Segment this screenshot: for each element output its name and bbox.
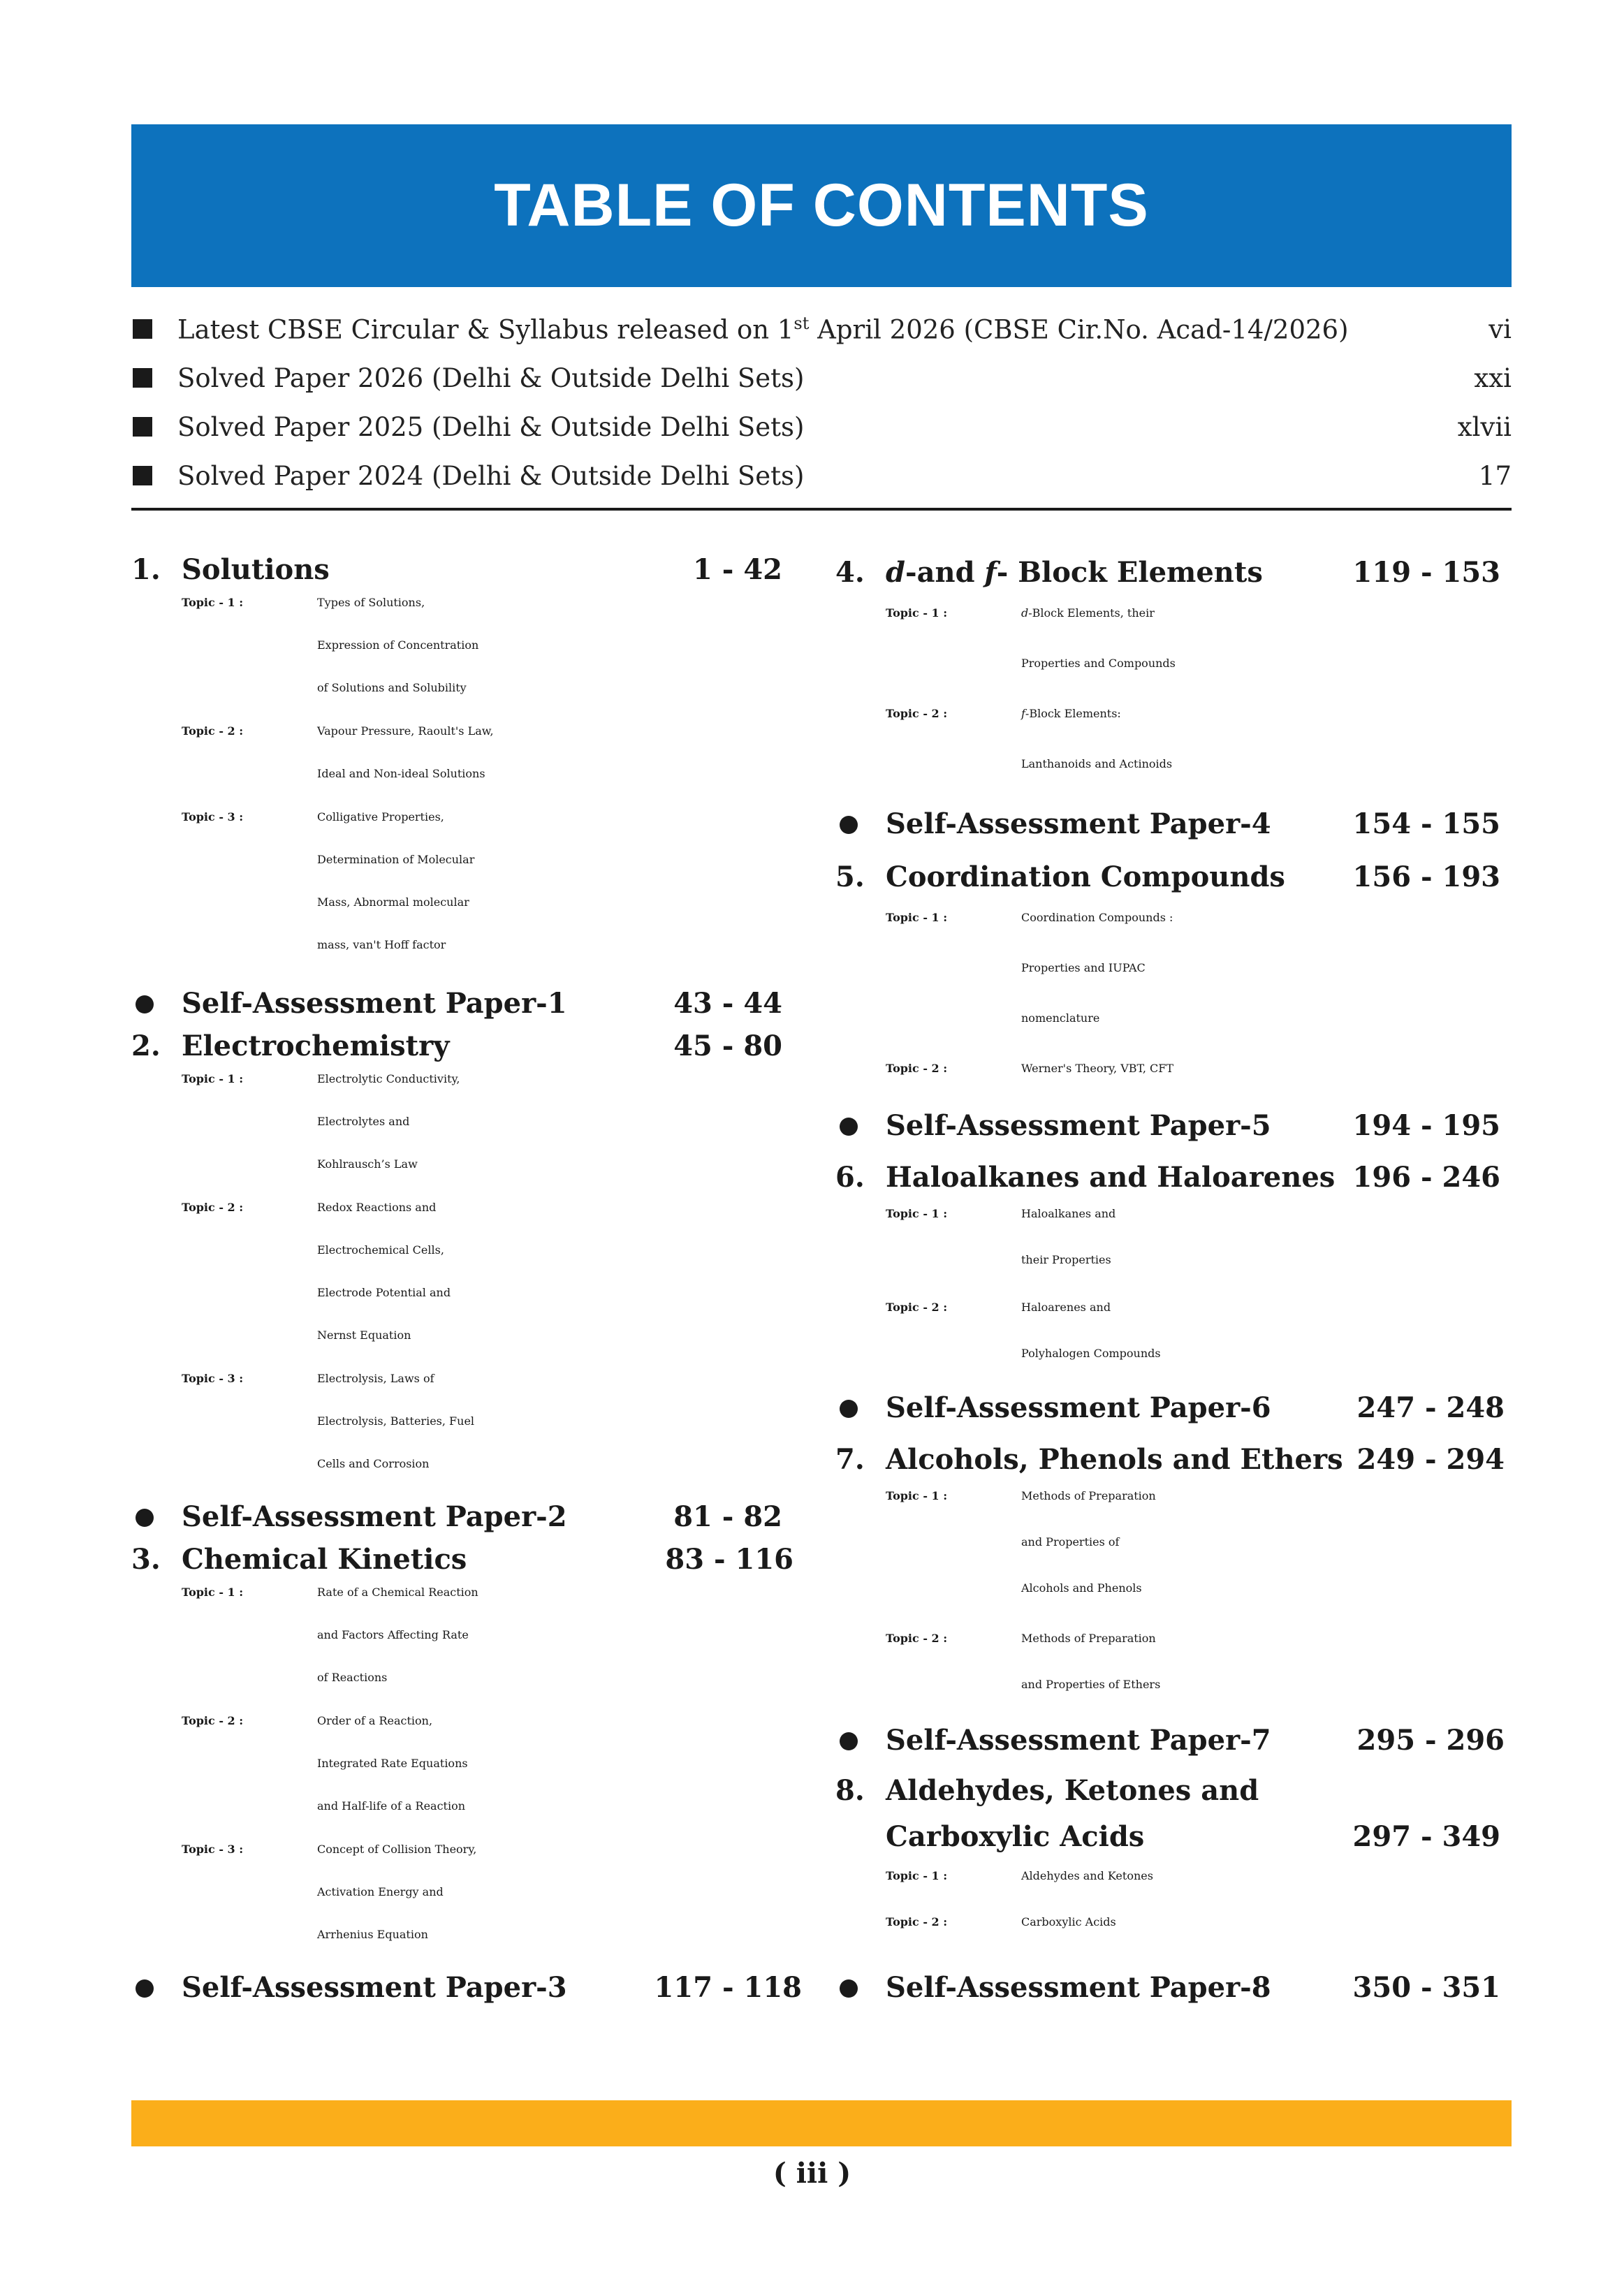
topic-text: Aldehydes and Ketones bbox=[1021, 1869, 1153, 1882]
topic-text: Determination of Molecular bbox=[317, 853, 475, 866]
chapter-pages: 156 - 193 bbox=[1352, 861, 1500, 893]
page-title: TABLE OF CONTENTS bbox=[494, 172, 1149, 239]
square-bullet-icon bbox=[133, 319, 152, 339]
topic-label: Topic - 2 : bbox=[182, 724, 244, 738]
chapter-pages: 249 - 294 bbox=[1356, 1443, 1505, 1476]
chapter-title: Aldehydes, Ketones and bbox=[886, 1774, 1259, 1807]
topic-label: Topic - 2 : bbox=[886, 707, 948, 720]
prelim-title: Solved Paper 2024 (Delhi & Outside Delhi Sets) bbox=[177, 460, 805, 491]
topic-label: Topic - 1 : bbox=[182, 596, 244, 609]
prelim-item[interactable] bbox=[131, 451, 1512, 500]
topic-text: of Reactions bbox=[317, 1671, 388, 1684]
topic-label: Topic - 2 : bbox=[886, 1915, 948, 1928]
self-assessment-pages: 247 - 248 bbox=[1356, 1391, 1505, 1424]
page-number: ( iii ) bbox=[773, 2157, 851, 2190]
chapter-pages: 45 - 80 bbox=[673, 1030, 782, 1062]
round-bullet-icon bbox=[136, 1979, 154, 1998]
topic-text: Activation Energy and bbox=[317, 1885, 444, 1898]
self-assessment-title: Self-Assessment Paper-6 bbox=[886, 1391, 1271, 1424]
prelim-item[interactable] bbox=[131, 402, 1512, 451]
topic-text: Arrhenius Equation bbox=[317, 1928, 428, 1941]
square-bullet-icon bbox=[133, 368, 152, 388]
topic-text: Redox Reactions and bbox=[317, 1201, 437, 1214]
topic-label: Topic - 3 : bbox=[182, 810, 244, 823]
prelim-page: vi bbox=[1488, 314, 1512, 344]
topic-text: and Properties of bbox=[1021, 1535, 1120, 1549]
chapter-pages: 196 - 246 bbox=[1352, 1161, 1500, 1194]
topic-label: Topic - 2 : bbox=[886, 1062, 948, 1075]
self-assessment-pages: 154 - 155 bbox=[1352, 807, 1500, 840]
topic-text: Methods of Preparation bbox=[1021, 1632, 1156, 1645]
chapter-number: 6. bbox=[835, 1161, 865, 1194]
topic-text: Ideal and Non-ideal Solutions bbox=[317, 767, 485, 780]
prelim-title: Latest CBSE Circular & Syllabus released on 1st April 2026 (CBSE Cir.No. Acad-14/2026) bbox=[177, 313, 1349, 345]
topic-label: Topic - 1 : bbox=[886, 1207, 948, 1220]
round-bullet-icon bbox=[840, 1732, 858, 1750]
topic-text: Haloarenes and bbox=[1021, 1301, 1111, 1314]
chapter-number: 1. bbox=[131, 553, 161, 586]
topic-text: and Properties of Ethers bbox=[1021, 1678, 1161, 1691]
chapter-number: 7. bbox=[835, 1443, 865, 1476]
chapter-number: 5. bbox=[835, 861, 865, 893]
self-assessment-title: Self-Assessment Paper-4 bbox=[886, 807, 1271, 840]
section-divider bbox=[131, 508, 1512, 511]
topic-text: Kohlrausch’s Law bbox=[317, 1157, 418, 1171]
round-bullet-icon bbox=[840, 816, 858, 834]
topic-label: Topic - 2 : bbox=[182, 1714, 244, 1727]
chapter-title: Solutions bbox=[182, 553, 330, 586]
topic-text: Polyhalogen Compounds bbox=[1021, 1347, 1161, 1360]
self-assessment-pages: 81 - 82 bbox=[673, 1500, 782, 1533]
topic-label: Topic - 1 : bbox=[182, 1072, 244, 1085]
topic-label: Topic - 2 : bbox=[886, 1632, 948, 1645]
self-assessment-pages: 295 - 296 bbox=[1356, 1724, 1505, 1757]
topic-text: Electrolytes and bbox=[317, 1115, 410, 1128]
topic-text: Nernst Equation bbox=[317, 1328, 411, 1342]
topic-text: Alcohols and Phenols bbox=[1021, 1581, 1142, 1595]
topic-text: Cells and Corrosion bbox=[317, 1457, 430, 1470]
topic-text: Vapour Pressure, Raoult's Law, bbox=[317, 724, 494, 738]
self-assessment-pages: 194 - 195 bbox=[1352, 1109, 1500, 1142]
topic-text: Properties and IUPAC bbox=[1021, 961, 1146, 974]
self-assessment-title: Self-Assessment Paper-1 bbox=[182, 987, 567, 1020]
topic-label: Topic - 2 : bbox=[886, 1301, 948, 1314]
topic-label: Topic - 1 : bbox=[182, 1586, 244, 1599]
topic-text: Electrochemical Cells, bbox=[317, 1243, 444, 1257]
self-assessment-title: Self-Assessment Paper-5 bbox=[886, 1109, 1271, 1142]
self-assessment-pages: 350 - 351 bbox=[1352, 1971, 1500, 2004]
round-bullet-icon bbox=[840, 1979, 858, 1998]
topic-text: Order of a Reaction, bbox=[317, 1714, 433, 1727]
topic-text: d-Block Elements, their bbox=[1021, 606, 1155, 620]
chapter-title: Chemical Kinetics bbox=[182, 1543, 467, 1576]
topic-label: Topic - 3 : bbox=[182, 1843, 244, 1856]
topic-text: Electrode Potential and bbox=[317, 1286, 451, 1299]
topic-text: Properties and Compounds bbox=[1021, 657, 1176, 670]
topic-text: Lanthanoids and Actinoids bbox=[1021, 757, 1173, 770]
topic-text: Concept of Collision Theory, bbox=[317, 1843, 477, 1856]
topic-text: and Factors Affecting Rate bbox=[317, 1628, 469, 1641]
round-bullet-icon bbox=[136, 995, 154, 1013]
prelim-list bbox=[131, 305, 1512, 500]
topic-text: Carboxylic Acids bbox=[1021, 1915, 1116, 1928]
round-bullet-icon bbox=[840, 1118, 858, 1136]
self-assessment-pages: 43 - 44 bbox=[673, 987, 782, 1020]
topic-label: Topic - 3 : bbox=[182, 1372, 244, 1385]
topic-text: Electrolytic Conductivity, bbox=[317, 1072, 460, 1085]
chapter-number: 8. bbox=[835, 1774, 865, 1807]
chapter-title: d-and f- Block Elements bbox=[886, 556, 1263, 589]
topic-text: Werner's Theory, VBT, CFT bbox=[1021, 1062, 1174, 1075]
chapter-number: 4. bbox=[835, 556, 865, 589]
chapter-pages: 119 - 153 bbox=[1352, 556, 1500, 589]
topic-text: Electrolysis, Laws of bbox=[317, 1372, 434, 1385]
self-assessment-title: Self-Assessment Paper-8 bbox=[886, 1971, 1271, 2004]
topic-text: nomenclature bbox=[1021, 1011, 1100, 1025]
prelim-title: Solved Paper 2026 (Delhi & Outside Delhi Sets) bbox=[177, 363, 805, 393]
topic-text: and Half-life of a Reaction bbox=[317, 1799, 466, 1813]
chapter-number: 3. bbox=[131, 1543, 161, 1576]
topic-text: Rate of a Chemical Reaction bbox=[317, 1586, 478, 1599]
round-bullet-icon bbox=[840, 1400, 858, 1418]
topic-label: Topic - 2 : bbox=[182, 1201, 244, 1214]
round-bullet-icon bbox=[136, 1509, 154, 1527]
topic-text: Types of Solutions, bbox=[317, 596, 425, 609]
square-bullet-icon bbox=[133, 466, 152, 485]
topic-label: Topic - 1 : bbox=[886, 606, 948, 620]
topic-label: Topic - 1 : bbox=[886, 911, 948, 924]
prelim-item[interactable] bbox=[131, 353, 1512, 402]
header-banner bbox=[131, 124, 1512, 287]
square-bullet-icon bbox=[133, 417, 152, 437]
chapter-title: Haloalkanes and Haloarenes bbox=[886, 1161, 1336, 1194]
topic-text: Mass, Abnormal molecular bbox=[317, 895, 469, 909]
chapter-pages: 297 - 349 bbox=[1352, 1820, 1500, 1853]
topic-text: Expression of Concentration bbox=[317, 638, 479, 652]
topic-text: mass, van't Hoff factor bbox=[317, 938, 446, 951]
topic-text: Integrated Rate Equations bbox=[317, 1757, 468, 1770]
topic-text: Coordination Compounds : bbox=[1021, 911, 1173, 924]
chapter-title: Alcohols, Phenols and Ethers bbox=[886, 1443, 1343, 1476]
prelim-item[interactable] bbox=[131, 305, 1512, 353]
footer-banner bbox=[131, 2100, 1512, 2146]
topic-label: Topic - 1 : bbox=[886, 1489, 948, 1502]
topic-label: Topic - 1 : bbox=[886, 1869, 948, 1882]
topic-text: of Solutions and Solubility bbox=[317, 681, 467, 694]
self-assessment-title: Self-Assessment Paper-7 bbox=[886, 1724, 1271, 1757]
topic-text: Electrolysis, Batteries, Fuel bbox=[317, 1414, 475, 1428]
prelim-page: 17 bbox=[1478, 460, 1512, 491]
chapter-pages: 83 - 116 bbox=[665, 1543, 793, 1576]
prelim-page: xlvii bbox=[1457, 411, 1512, 442]
self-assessment-title: Self-Assessment Paper-2 bbox=[182, 1500, 567, 1533]
prelim-page: xxi bbox=[1474, 363, 1512, 393]
topic-text: Methods of Preparation bbox=[1021, 1489, 1156, 1502]
topic-text: f-Block Elements: bbox=[1021, 707, 1121, 720]
self-assessment-pages: 117 - 118 bbox=[654, 1971, 802, 2004]
self-assessment-title: Self-Assessment Paper-3 bbox=[182, 1971, 567, 2004]
chapter-title: Coordination Compounds bbox=[886, 861, 1285, 893]
topic-text: Colligative Properties, bbox=[317, 810, 444, 823]
topic-text: their Properties bbox=[1021, 1253, 1111, 1266]
chapter-title: Electrochemistry bbox=[182, 1030, 450, 1062]
prelim-title: Solved Paper 2025 (Delhi & Outside Delhi Sets) bbox=[177, 411, 805, 442]
chapter-title: Carboxylic Acids bbox=[886, 1820, 1145, 1853]
chapter-number: 2. bbox=[131, 1030, 161, 1062]
topic-text: Haloalkanes and bbox=[1021, 1207, 1116, 1220]
chapter-pages: 1 - 42 bbox=[693, 553, 782, 586]
